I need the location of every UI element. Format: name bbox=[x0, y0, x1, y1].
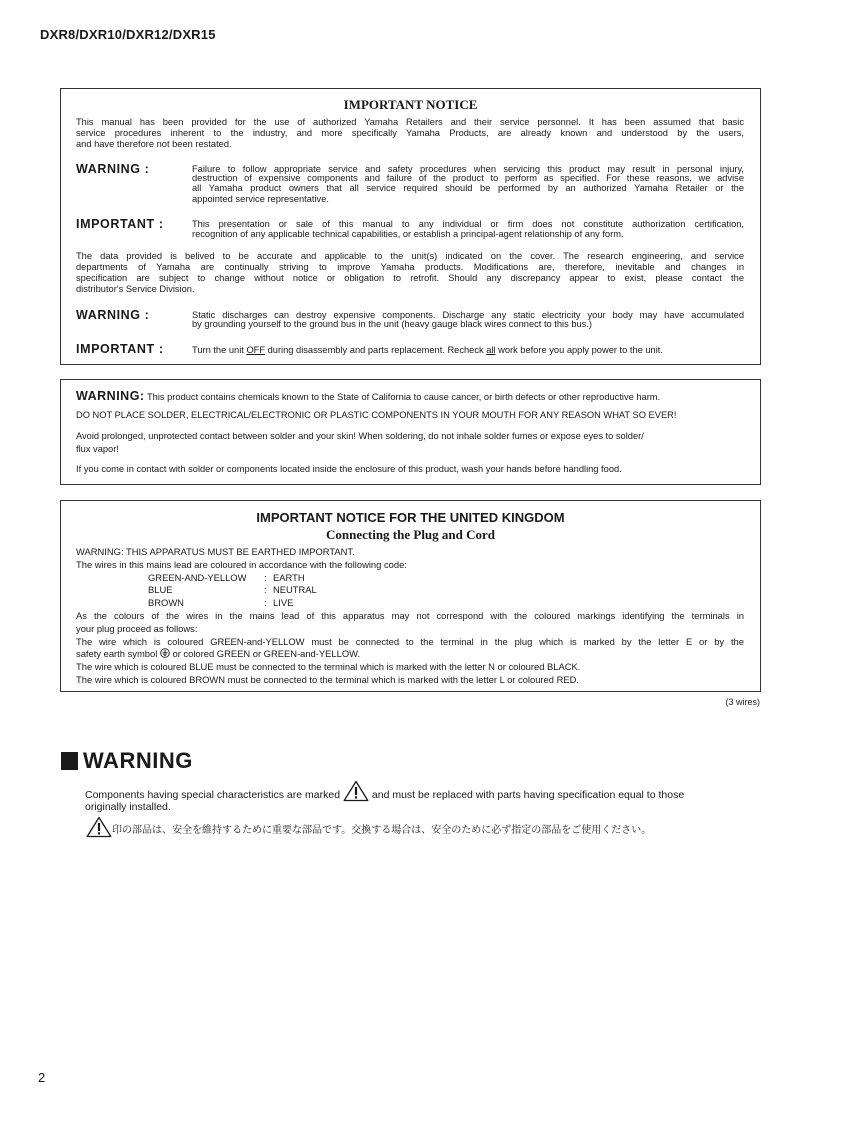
power-important-text bbox=[192, 345, 752, 356]
warning-components-text bbox=[85, 780, 684, 813]
wire-separator: : bbox=[264, 597, 267, 609]
notice-intro-line: and have therefore not been restated. bbox=[76, 139, 232, 149]
power-text-all: all bbox=[486, 345, 496, 355]
uk-line-8: The wire which is coloured BROWN must be connected to the terminal which is marked with the letter L or coloured RED. bbox=[76, 673, 579, 685]
california-text: This product contains chemicals known to the State of California to cause cancer, or birth defects or other reproductive harm. bbox=[144, 392, 661, 402]
important-line: recognition of any applicable technical capabilities, or establish a principal-agent relationship of any form. bbox=[192, 228, 624, 239]
wire-meaning: LIVE bbox=[273, 597, 294, 609]
california-line-3a: Avoid prolonged, unprotected contact between solder and your skin! When soldering, do not inhale solder fumes or expose eyes to solder/ bbox=[76, 431, 644, 441]
power-text-off: OFF bbox=[246, 345, 266, 355]
wire-code-row bbox=[148, 572, 305, 585]
warning-components-line-2: originally installed. bbox=[85, 801, 171, 813]
uk-title: IMPORTANT NOTICE FOR THE UNITED KINGDOM bbox=[256, 510, 565, 525]
warning-text bbox=[192, 165, 744, 182]
wire-color: BLUE bbox=[148, 584, 173, 596]
earth-ground-icon bbox=[160, 648, 170, 658]
static-warning-text bbox=[192, 311, 744, 328]
wires-footnote: (3 wires) bbox=[725, 697, 760, 707]
uk-subtitle: Connecting the Plug and Cord bbox=[325, 527, 496, 542]
wire-separator: : bbox=[264, 584, 267, 596]
warning-components-b: and must be replaced with parts having specification equal to those bbox=[371, 789, 685, 801]
uk-line-6b: or colored GREEN or GREEN-and-YELLOW. bbox=[169, 648, 361, 660]
california-line-2: DO NOT PLACE SOLDER, ELECTRICAL/ELECTRONIC OR PLASTIC COMPONENTS IN YOUR MOUTH FOR ANY REASON WHAT SO EVER! bbox=[76, 410, 677, 420]
california-solder-text bbox=[76, 430, 746, 456]
notice-intro-line: This manual has been provided for the use of authorized Yamaha Retailers and their service personnel. It has been assumed that basic bbox=[76, 117, 744, 127]
japanese-warning bbox=[86, 816, 651, 838]
california-line-1 bbox=[76, 390, 756, 404]
data-disclaimer bbox=[76, 251, 744, 295]
caution-triangle-icon bbox=[343, 780, 369, 802]
wire-color: BROWN bbox=[148, 597, 184, 609]
warning-label: WARNING : bbox=[76, 162, 150, 176]
california-label: WARNING: bbox=[76, 389, 145, 403]
static-warning-label: WARNING : bbox=[76, 308, 150, 322]
static-warning-line: by grounding yourself to the ground bus in the unit (heavy gauge black wires connect to this bus.) bbox=[192, 318, 593, 329]
warning-section-title: WARNING bbox=[83, 748, 193, 773]
disclaimer-line: distributor's Service Division. bbox=[76, 284, 195, 294]
power-text-b: during disassembly and parts replacement. Recheck bbox=[265, 345, 487, 355]
japanese-warning-text: 印の部品は、安全を維持するために重要な部品です。交換する場合は、安全のために必ず指定の部品をご使用ください。 bbox=[112, 825, 652, 836]
warning-line: Failure to follow appropriate service and safety procedures when servicing this product may result in personal injury, bbox=[192, 164, 744, 174]
disclaimer-line: departments of Yamaha are continually striving to improve Yamaha products. Modifications are, therefore, inevitable and changes in bbox=[76, 262, 744, 272]
warning-line: destruction of expensive components and failure of the product to perform as specified. For these reasons, we advise bbox=[192, 172, 744, 183]
notice-intro-line: service procedures inherent to the industry, and more specifically Yamaha Products, are already known and understood by the users, bbox=[76, 128, 744, 138]
important-line: This presentation or sale of this manual to any individual or firm does not constitute authorization certification, bbox=[192, 219, 744, 229]
california-line-3b: flux vapor! bbox=[76, 444, 119, 454]
uk-line-1: WARNING: THIS APPARATUS MUST BE EARTHED IMPORTANT. bbox=[76, 546, 355, 557]
uk-line-3: As the colours of the wires in the mains lead of this apparatus may not correspond with the coloured markings identifying the terminals in bbox=[76, 609, 744, 621]
important-text bbox=[192, 220, 744, 239]
wire-separator: : bbox=[264, 571, 267, 583]
disclaimer-line: The data provided is belived to be accurate and applicable to the unit(s) indicated on the cover. The research engineering, and service bbox=[76, 251, 744, 261]
static-warning-line: Static discharges can destroy expensive components. Discharge any static electricity your body may have accumulated bbox=[192, 310, 744, 320]
uk-line-6a: safety earth symbol bbox=[76, 648, 160, 660]
disclaimer-line: specification are subject to change without notice or obligation to retrofit. Should any discrepancy appear to exist, please contact the bbox=[76, 273, 744, 283]
notice-intro bbox=[76, 117, 744, 150]
wire-meaning: EARTH bbox=[273, 571, 305, 583]
uk-line-4: your plug proceed as follows: bbox=[76, 622, 198, 634]
uk-body bbox=[76, 546, 744, 687]
california-warning-box bbox=[60, 379, 761, 485]
uk-line-2: The wires in this mains lead are coloured in accordance with the following code: bbox=[76, 558, 407, 570]
uk-line-7: The wire which is coloured BLUE must be connected to the terminal which is marked with the letter N or coloured BLACK. bbox=[76, 661, 581, 673]
warning-line: all Yamaha product owners that all service required should be performed by an authorized Yamaha Retailer or the bbox=[192, 183, 744, 193]
power-text-c: work before you apply power to the unit. bbox=[495, 345, 663, 355]
warning-text-continued bbox=[192, 183, 744, 205]
uk-notice-box bbox=[60, 500, 761, 692]
uk-line-6 bbox=[76, 648, 744, 661]
model-header: DXR8/DXR10/DXR12/DXR15 bbox=[40, 27, 216, 42]
caution-triangle-icon bbox=[86, 816, 112, 838]
warning-square-icon bbox=[61, 752, 78, 770]
notice-title: IMPORTANT NOTICE bbox=[343, 97, 478, 112]
uk-line-5: The wire which is coloured GREEN-and-YELLOW must be connected to the terminal in the plug which is marked by the letter E or by the bbox=[76, 635, 744, 647]
california-line-4: If you come in contact with solder or components located inside the enclosure of this product, wash your hands before handling food. bbox=[76, 464, 622, 474]
warning-components-a: Components having special characteristics are marked bbox=[85, 789, 341, 801]
wire-color: GREEN-AND-YELLOW bbox=[148, 571, 247, 583]
power-important-label: IMPORTANT : bbox=[76, 342, 164, 356]
wire-meaning: NEUTRAL bbox=[273, 584, 317, 596]
wire-code-row bbox=[148, 597, 293, 610]
important-notice-box bbox=[60, 88, 761, 365]
warning-line: appointed service representative. bbox=[192, 194, 329, 204]
wire-color-codes bbox=[76, 572, 744, 610]
wire-code-row bbox=[148, 584, 317, 597]
power-text-a: Turn the unit bbox=[192, 345, 247, 355]
page-number: 2 bbox=[38, 1070, 46, 1085]
important-label: IMPORTANT : bbox=[76, 217, 164, 231]
